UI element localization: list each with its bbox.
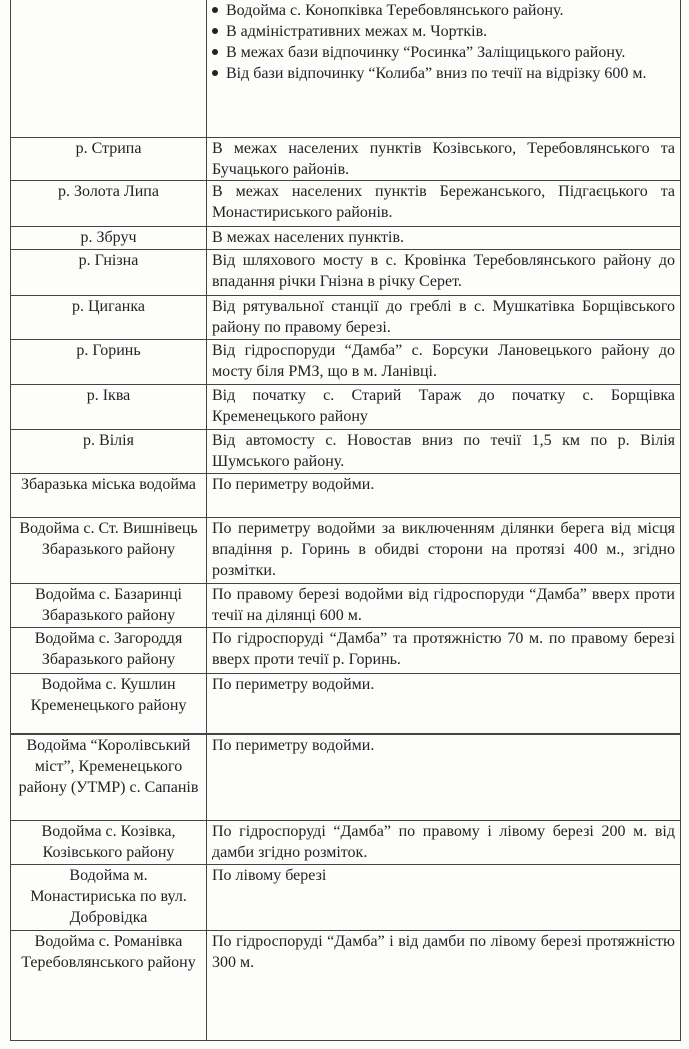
description-cell: По гідроспоруді “Дамба” та протяжністю 70 м. по правому березі вверх проти течії р. Горинь. xyxy=(207,627,681,673)
table-row xyxy=(11,627,681,673)
table-row xyxy=(11,295,681,339)
place-cell: р. Циганка xyxy=(11,295,207,339)
description-cell: Від шляхового мосту в с. Кровінка Теребовлянського району до впадання річки Гнізна в річку Серет. xyxy=(207,249,681,295)
description-cell: По правому березі водойми від гідроспоруди “Дамба” вверх проти течії на ділянці 600 м. xyxy=(207,583,681,627)
list-item-text: Водойма с. Конопківка Теребовлянського району. xyxy=(226,2,564,19)
table-row xyxy=(11,226,681,249)
description-cell: Від автомосту с. Новостав вниз по течії 1,5 км по р. Вілія Шумського району. xyxy=(207,429,681,473)
table-row xyxy=(11,384,681,429)
list-item xyxy=(212,0,675,21)
description-cell: По гідроспоруді “Дамба” і від дамби по лівому березі протяжністю 300 м. xyxy=(207,931,681,1041)
table-row xyxy=(11,249,681,295)
table-row xyxy=(11,865,681,931)
table-row xyxy=(11,429,681,473)
place-cell: р. Золота Липа xyxy=(11,180,207,226)
place-cell: Водойма с. Базаринці Збаразького району xyxy=(11,583,207,627)
description-cell: В межах населених пунктів Бережанського, Підгаєцького та Монастириського районів. xyxy=(207,180,681,226)
place-cell: р. Іква xyxy=(11,384,207,429)
list-item-text: В межах бази відпочинку “Росинка” Заліщицького району. xyxy=(226,44,626,61)
place-cell: Водойма с. Козівка, Козівського району xyxy=(11,821,207,865)
place-cell: Водойма с. Ст. Вишнівець Збаразького району xyxy=(11,517,207,583)
place-cell: Водойма с. Загороддя Збаразького району xyxy=(11,627,207,673)
table-row xyxy=(11,821,681,865)
bullet-icon xyxy=(212,49,218,55)
place-cell: Водойма с. Кушлин Кременецького району xyxy=(11,673,207,733)
description-cell: Від гідроспоруди “Дамба” с. Борсуки Лановецького району до мосту біля РМЗ, що в м. Ланівці. xyxy=(207,339,681,384)
table-row xyxy=(11,735,681,821)
description-cell: По периметру водойми. xyxy=(207,473,681,517)
table-row xyxy=(11,583,681,627)
place-cell: р. Горинь xyxy=(11,339,207,384)
description-cell: В межах населених пунктів. xyxy=(207,226,681,249)
description-cell: По периметру водойми. xyxy=(207,673,681,733)
place-cell: р. Гнізна xyxy=(11,249,207,295)
table-row xyxy=(11,0,681,137)
place-cell: Водойма м. Монастириська по вул. Добровідка xyxy=(11,865,207,931)
description-cell: В межах населених пунктів Козівського, Теребовлянського та Бучацького районів. xyxy=(207,137,681,180)
place-cell: р. Збруч xyxy=(11,226,207,249)
table-row xyxy=(11,517,681,583)
bullet-icon xyxy=(212,70,218,76)
table-row xyxy=(11,180,681,226)
place-cell: Збаразька міська водойма xyxy=(11,473,207,517)
place-cell: Водойма “Королівський міст”, Кременецького району (УТМР) с. Сапанів xyxy=(11,735,207,821)
table-row xyxy=(11,473,681,517)
table-row xyxy=(11,673,681,733)
water-zones-table-part-2 xyxy=(10,734,681,1041)
description-cell: По периметру водойми. xyxy=(207,735,681,821)
table-row xyxy=(11,931,681,1041)
table-row xyxy=(11,137,681,180)
description-cell: Від початку с. Старий Тараж до початку с. Борщівка Кременецького району xyxy=(207,384,681,429)
list-item-text: Від бази відпочинку “Колиба” вниз по течії на відрізку 600 м. xyxy=(226,65,647,82)
list-item xyxy=(212,21,675,42)
water-zones-table-part-1 xyxy=(10,0,681,734)
description-cell: Від рятувальної станції до греблі в с. Мушкатівка Борщівського району по правому березі. xyxy=(207,295,681,339)
description-cell: По гідроспоруді “Дамба” по правому і лівому березі 200 м. від дамби згідно розміток. xyxy=(207,821,681,865)
place-cell: Водойма с. Романівка Теребовлянського району xyxy=(11,931,207,1041)
bullet-icon xyxy=(212,7,218,13)
table-row xyxy=(11,339,681,384)
place-cell xyxy=(11,0,207,137)
description-cell xyxy=(207,0,681,137)
description-cell: По лівому березі xyxy=(207,865,681,931)
list-item xyxy=(212,63,675,84)
bullet-icon xyxy=(212,28,218,34)
list-item-text: В адміністративних межах м. Чортків. xyxy=(226,23,488,40)
bullet-list xyxy=(212,0,675,84)
place-cell: р. Вілія xyxy=(11,429,207,473)
description-cell: По периметру водойми за виключенням ділянки берега від місця впадіння р. Горинь в обидві сторони на протязі 400 м., згідно розмітки. xyxy=(207,517,681,583)
list-item xyxy=(212,42,675,63)
place-cell: р. Стрипа xyxy=(11,137,207,180)
